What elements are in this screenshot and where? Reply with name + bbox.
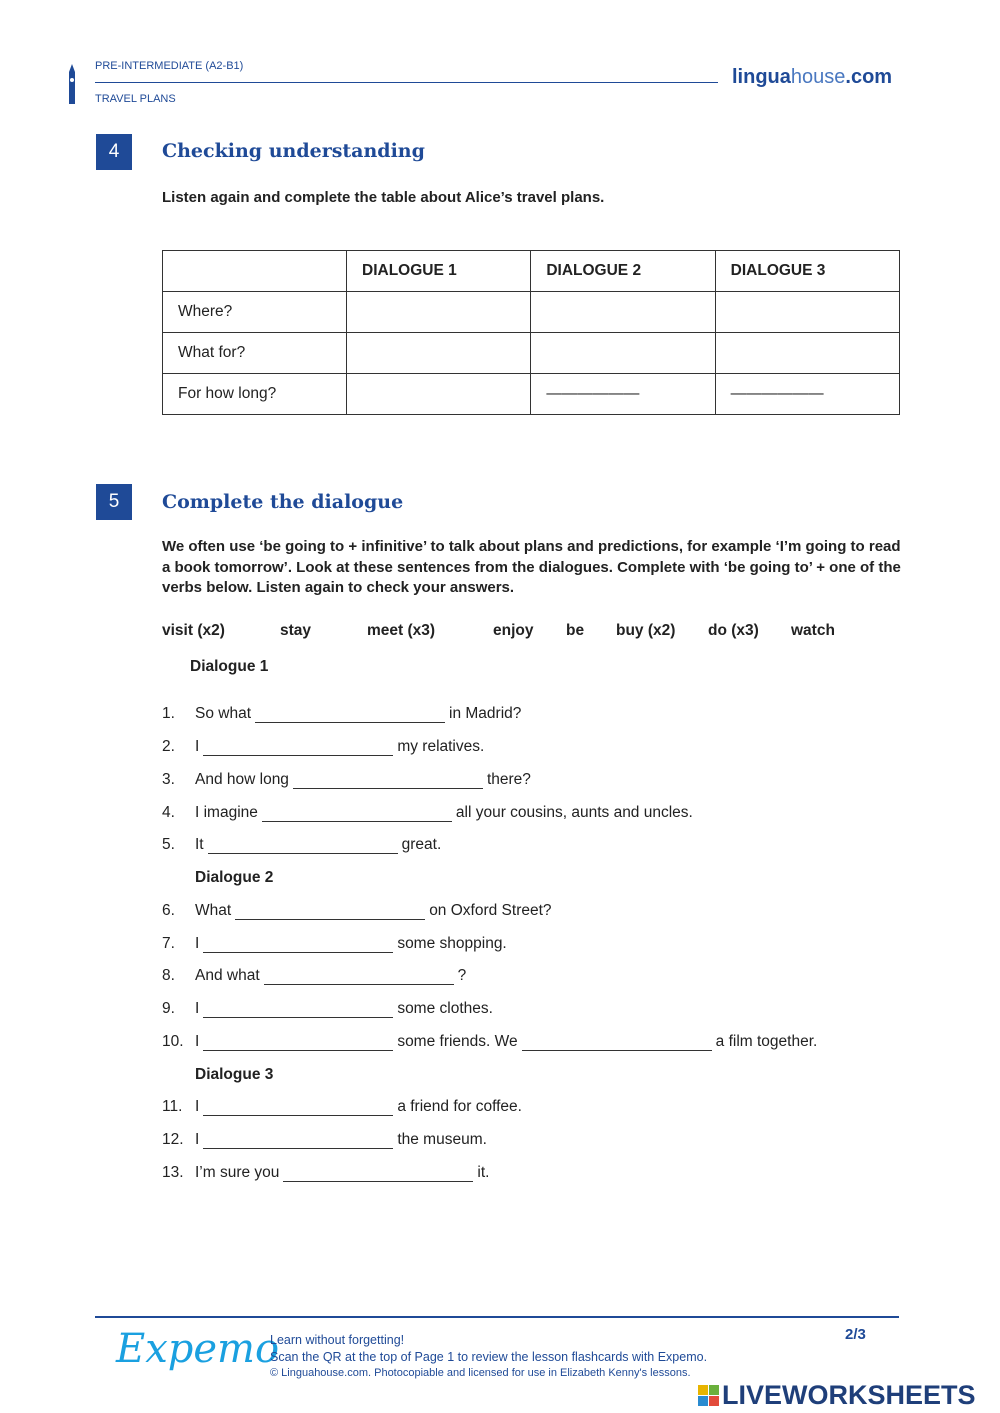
section-5-title: Complete the dialogue: [162, 491, 404, 513]
verb: do (x3): [708, 622, 759, 639]
exercise-item: [162, 836, 441, 854]
answer-cell[interactable]: [715, 333, 899, 374]
liveworksheets-watermark: LIVEWORKSHEETS: [698, 1380, 976, 1411]
answer-blank[interactable]: [208, 837, 398, 854]
verb: stay: [280, 622, 312, 639]
exercise-item: [162, 1033, 817, 1051]
table-row: What for?: [163, 333, 900, 374]
item-text: I imagine: [195, 804, 258, 821]
header-dialogue-3: DIALOGUE 3: [715, 251, 899, 292]
item-text: I: [195, 1098, 200, 1115]
item-text: And what: [195, 967, 260, 984]
item-text: So what: [195, 705, 252, 722]
dialogue-2-label: Dialogue 2: [195, 869, 274, 886]
item-text: all your cousins, aunts and uncles.: [455, 804, 693, 821]
answer-cell[interactable]: [531, 292, 715, 333]
table-header-row: [163, 251, 900, 292]
answer-blank[interactable]: [264, 968, 454, 985]
item-text: ?: [457, 967, 467, 984]
answer-blank[interactable]: [235, 903, 425, 920]
item-number: 6.: [162, 902, 175, 919]
answer-blank[interactable]: [203, 1034, 393, 1051]
verb: buy (x2): [616, 622, 676, 639]
table-row: Where?: [163, 292, 900, 333]
item-number: 13.: [162, 1164, 184, 1181]
item-text: it.: [477, 1164, 490, 1181]
item-text: I: [195, 1000, 200, 1017]
item-text: great.: [401, 836, 442, 853]
level-label: PRE-INTERMEDIATE (A2-B1): [95, 60, 244, 72]
answer-blank[interactable]: [203, 1132, 393, 1149]
item-number: 8.: [162, 967, 175, 984]
exercise-item: [162, 804, 693, 822]
item-number: 9.: [162, 1000, 175, 1017]
exercise-item: [162, 738, 484, 756]
verb: be: [566, 622, 585, 639]
footer-tagline: Learn without forgetting!: [270, 1333, 405, 1347]
exercise-item: [162, 771, 531, 789]
item-number: 12.: [162, 1131, 184, 1148]
liveworksheets-icon: [698, 1385, 719, 1406]
dialogue-1-label: Dialogue 1: [190, 658, 269, 675]
section-4-number: 4: [96, 134, 132, 170]
item-text: What: [195, 902, 232, 919]
answer-cell[interactable]: [531, 333, 715, 374]
page-number: 2/3: [845, 1326, 866, 1343]
item-number: 5.: [162, 836, 175, 853]
item-text: my relatives.: [397, 738, 485, 755]
item-text: some clothes.: [397, 1000, 493, 1017]
item-text: a film together.: [715, 1033, 818, 1050]
item-text: in Madrid?: [449, 705, 522, 722]
item-text: some friends. We: [397, 1033, 518, 1050]
verb: meet (x3): [367, 622, 436, 639]
item-number: 4.: [162, 804, 175, 821]
footer-scan-text: Scan the QR at the top of Page 1 to review the lesson flashcards with Expemo.: [270, 1350, 708, 1364]
answer-cell[interactable]: [715, 292, 899, 333]
verb: enjoy: [493, 622, 534, 639]
item-text: I’m sure you: [195, 1164, 280, 1181]
item-number: 1.: [162, 705, 175, 722]
item-text: I: [195, 935, 200, 952]
item-text: some shopping.: [397, 935, 507, 952]
item-text: a friend for coffee.: [397, 1098, 522, 1115]
answer-blank[interactable]: [203, 1001, 393, 1018]
answer-blank[interactable]: [203, 936, 393, 953]
section-5-instruction: We often use ‘be going to + infinitive’ to talk about plans and predictions, for example ‘I’m going to read a book tomorrow’. Look at these sentences from the dialogues. Complete with ‘be going to’ + one of the verbs below. Listen again to check your answers.: [162, 538, 901, 596]
answer-blank[interactable]: [262, 805, 452, 822]
item-number: 11.: [162, 1098, 183, 1115]
item-number: 2.: [162, 738, 175, 755]
header-dialogue-1: DIALOGUE 1: [347, 251, 531, 292]
exercise-item: [162, 1098, 522, 1116]
exercise-item: [162, 1164, 489, 1182]
answer-blank[interactable]: [203, 739, 393, 756]
answer-cell[interactable]: [347, 333, 531, 374]
item-text: I: [195, 738, 200, 755]
item-text: It: [195, 836, 204, 853]
expemo-logo: Expemo: [116, 1326, 280, 1372]
item-text: I: [195, 1033, 200, 1050]
verb: watch: [791, 622, 835, 639]
exercise-item: [162, 1131, 487, 1149]
footer-copyright: © Linguahouse.com. Photocopiable and licensed for use in Elizabeth Kenny's lessons.: [270, 1367, 691, 1379]
exercise-item: [162, 935, 507, 953]
answer-blank[interactable]: [522, 1034, 712, 1051]
answer-blank[interactable]: [293, 772, 483, 789]
item-number: 10.: [162, 1033, 184, 1050]
answer-blank[interactable]: [203, 1099, 393, 1116]
answer-blank[interactable]: [283, 1165, 473, 1182]
header-dialogue-2: DIALOGUE 2: [531, 251, 715, 292]
item-text: And how long: [195, 771, 289, 788]
item-text: I: [195, 1131, 200, 1148]
section-4-title: Checking understanding: [162, 140, 425, 162]
topic-label: TRAVEL PLANS: [95, 93, 176, 105]
section-5-number: 5: [96, 484, 132, 520]
answer-cell[interactable]: [347, 374, 531, 415]
exercise-item: [162, 902, 552, 920]
exercise-item: [162, 705, 521, 723]
dialogue-3-label: Dialogue 3: [195, 1066, 274, 1083]
answer-blank[interactable]: [255, 706, 445, 723]
verb: visit (x2): [162, 622, 225, 639]
item-number: 7.: [162, 935, 175, 952]
item-text: there?: [486, 771, 531, 788]
travel-plans-table: [162, 250, 900, 415]
exercise-item: [162, 967, 466, 985]
item-number: 3.: [162, 771, 175, 788]
table-row: For how long? —————— ——————: [163, 374, 900, 415]
section-4-instruction: Listen again and complete the table about Alice’s travel plans.: [162, 189, 605, 206]
exercise-item: [162, 1000, 493, 1018]
big-ben-icon: [66, 64, 78, 104]
linguahouse-logo: linguahouse.com: [732, 66, 893, 88]
answer-cell[interactable]: [347, 292, 531, 333]
item-text: on Oxford Street?: [429, 902, 552, 919]
item-text: the museum.: [397, 1131, 487, 1148]
